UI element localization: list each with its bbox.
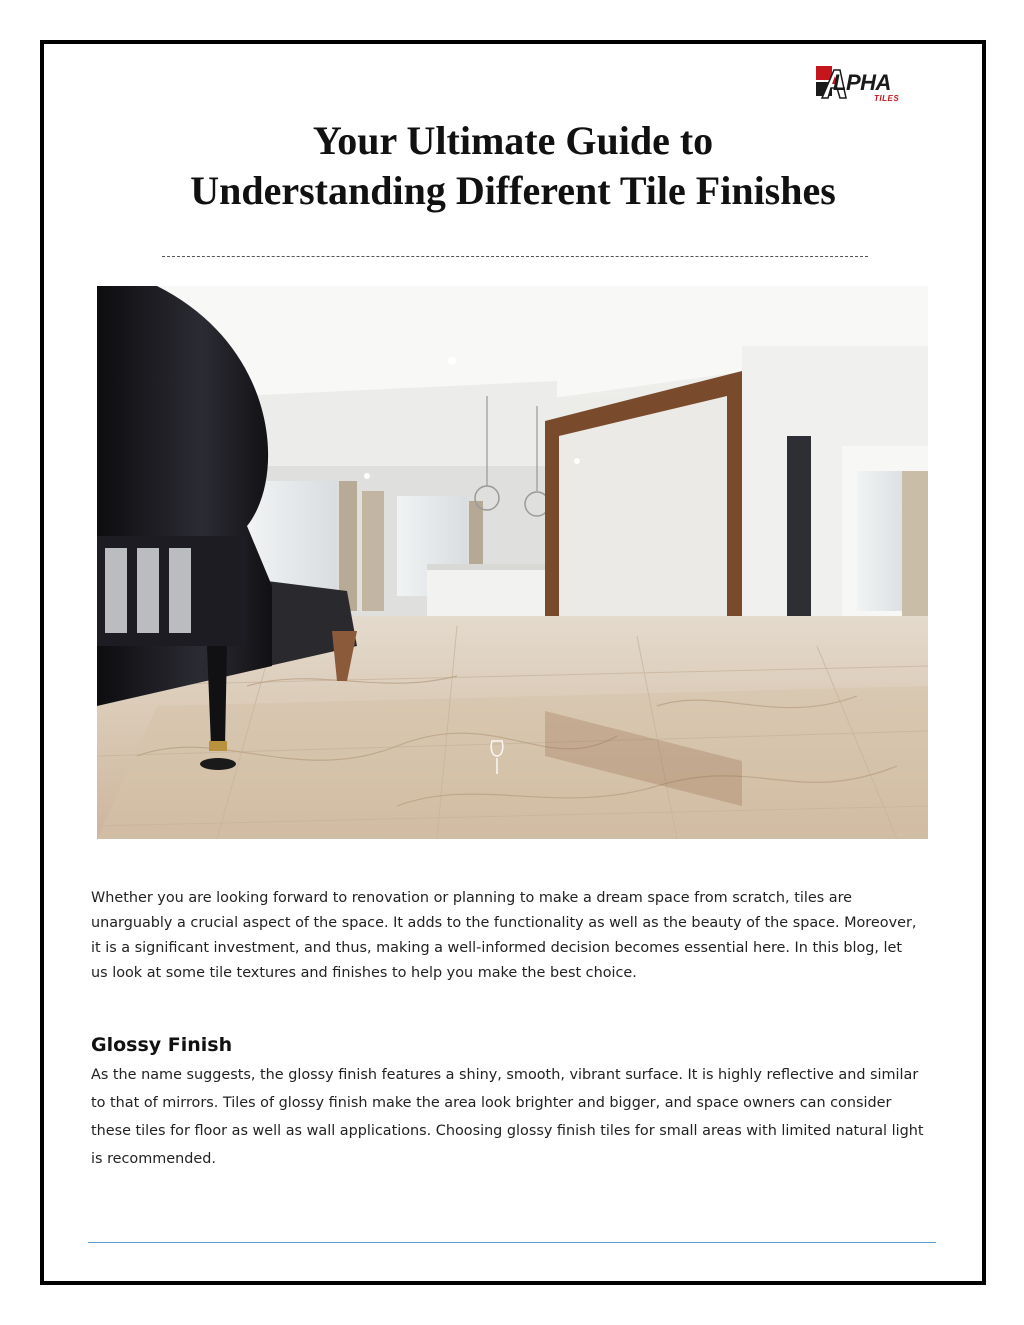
section-heading-glossy-finish: Glossy Finish	[91, 1034, 233, 1056]
page-title-line-1: Your Ultimate Guide to	[312, 118, 714, 163]
interior-photo	[97, 286, 928, 839]
section-body-glossy-finish: As the name suggests, the glossy finish features a shiny, smooth, vibrant surface. It is highly reflective and similar to that of mirrors. Tiles of glossy finish make the area look brighter and bigger, and space owners can consider these tiles for floor as well as wall applications. Choosing glossy finish tiles for small areas with limited natural light is recommended.	[91, 1067, 924, 1167]
footer-divider	[88, 1242, 936, 1243]
dashed-divider	[162, 256, 868, 257]
page-title-line-2: Understanding Different Tile Finishes	[190, 168, 836, 213]
interior-photo-icon	[97, 286, 928, 839]
alpha-tiles-logo	[816, 64, 916, 112]
logo-wordmark: LPHA	[833, 70, 891, 95]
page-frame	[40, 40, 986, 1285]
logo-subtitle: TILES	[874, 94, 900, 103]
page-title	[44, 116, 982, 216]
intro-paragraph: Whether you are looking forward to renovation or planning to make a dream space from scratch, tiles are unarguably a crucial aspect of the space. It adds to the functionality as well as the beauty of the space. Moreover, it is a significant investment, and thus, making a well-informed decision becomes essential here. In this blog, let us look at some tile textures and finishes to help you make the best choice.	[91, 890, 917, 981]
